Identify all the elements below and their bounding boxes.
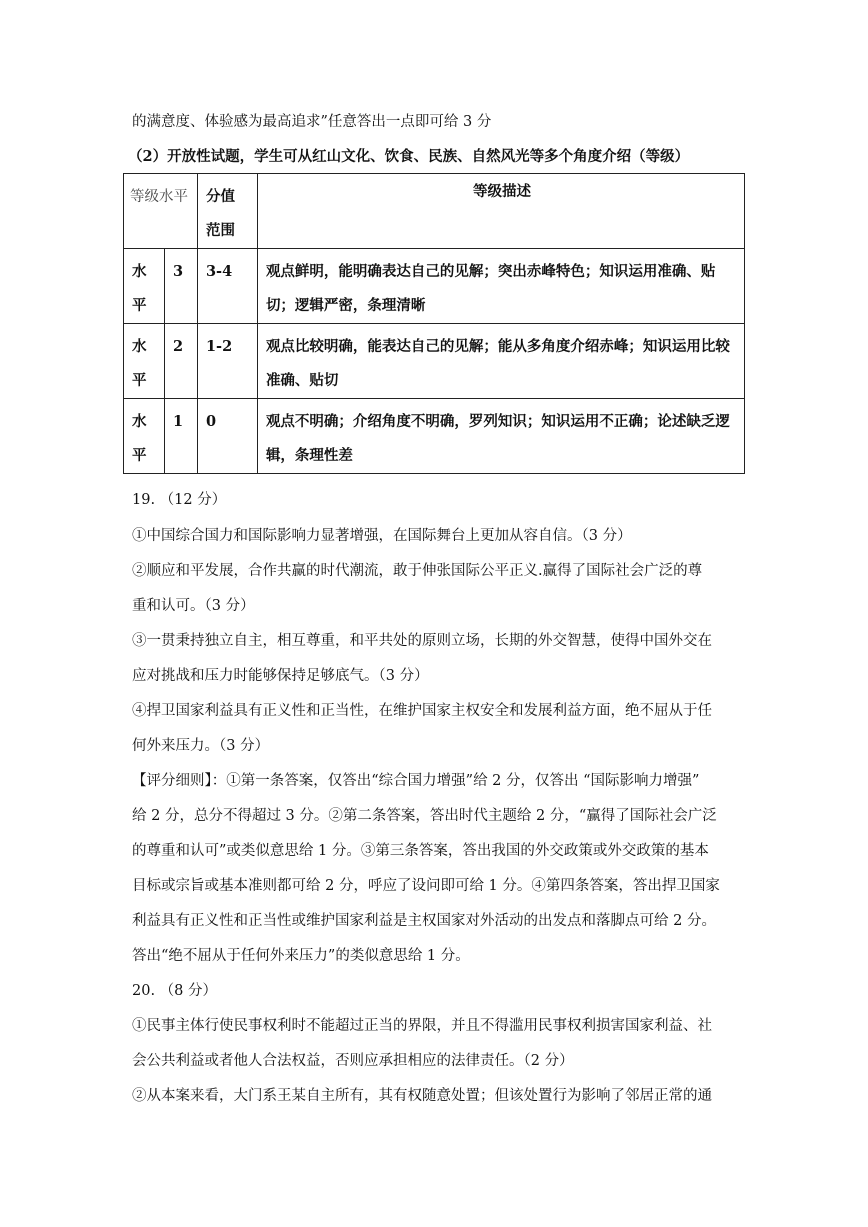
row-level-number: 3	[172, 263, 184, 280]
row-desc: 观点不明确；介绍角度不明确，罗列知识；知识运用不正确；论述缺乏逻辑，条理性差	[265, 413, 730, 464]
row-level-number: 2	[172, 338, 184, 355]
row-level-number: 1	[172, 413, 184, 430]
row-score: 1-2	[205, 338, 233, 355]
q19-point-3b: 应对挑战和压力时能够保持足够底气。（3 分）	[132, 668, 429, 684]
row-desc: 观点鲜明，能明确表达自己的见解；突出赤峰特色；知识运用准确、贴切；逻辑严密，条理清晰	[265, 263, 716, 314]
q19-point-2a: ②顺应和平发展，合作共赢的时代潮流，敢于伸张国际公平正义.赢得了国际社会广泛的尊	[132, 563, 703, 579]
q19-title: 19. （12 分）	[132, 492, 227, 508]
row-level-label: 水平	[132, 413, 147, 464]
row-score: 3-4	[205, 263, 233, 280]
q19-rule-4: 目标或宗旨或基本准则都可给 2 分，呼应了设问即可给 1 分。④第四条答案，答出捍卫国家	[132, 878, 720, 894]
intro-line-2: （2）开放性试题，学生可从红山文化、饮食、民族、自然风光等多个角度介绍（等级）	[128, 148, 690, 165]
q19-point-4b: 何外来压力。（3 分）	[132, 738, 270, 754]
q19-point-2b: 重和认可。（3 分）	[132, 598, 255, 614]
header-level: 等级水平	[130, 189, 188, 205]
grading-table	[123, 173, 745, 474]
row-score: 0	[205, 413, 217, 430]
q19-rule-6: 答出“绝不屈从于任何外来压力”的类似意思给 1 分。	[132, 948, 470, 964]
q19-rule-2: 给 2 分，总分不得超过 3 分。②第二条答案，答出时代主题给 2 分，“赢得了国际社会广泛	[132, 808, 717, 824]
q19-point-3a: ③一贯秉持独立自主，相互尊重，和平共处的原则立场，长期的外交智慧，使得中国外交在	[132, 633, 712, 649]
q19-rule-1: 【评分细则】：①第一条答案，仅答出“综合国力增强”给 2 分，仅答出 “国际影响力增强”	[132, 773, 700, 789]
header-desc: 等级描述	[472, 183, 531, 200]
q20-point-1a: ①民事主体行使民事权利时不能超过正当的界限，并且不得滥用民事权利损害国家利益、社	[132, 1018, 712, 1034]
intro-line-1: 的满意度、体验感为最高追求”任意答出一点即可给 3 分	[132, 114, 492, 130]
header-score: 分值范围	[205, 188, 235, 239]
table-header-row	[124, 174, 745, 249]
row-desc: 观点比较明确，能表达自己的见解；能从多角度介绍赤峰；知识运用比较准确、贴切	[265, 338, 730, 389]
row-level-label: 水平	[132, 263, 147, 314]
table-row	[124, 399, 745, 474]
q20-point-2a: ②从本案来看，大门系王某自主所有，其有权随意处置；但该处置行为影响了邻居正常的通	[132, 1088, 712, 1104]
table-row	[124, 324, 745, 399]
q19-rule-3: 的尊重和认可”或类似意思给 1 分。③第三条答案，答出我国的外交政策或外交政策的基本	[132, 843, 709, 859]
q19-point-1: ①中国综合国力和国际影响力显著增强，在国际舞台上更加从容自信。（3 分）	[132, 528, 632, 544]
q19-point-4a: ④捍卫国家利益具有正义性和正当性，在维护国家主权安全和发展利益方面，绝不屈从于任	[132, 703, 712, 719]
q20-point-1b: 会公共利益或者他人合法权益，否则应承担相应的法律责任。（2 分）	[132, 1053, 574, 1069]
q19-rule-5: 利益具有正义性和正当性或维护国家利益是主权国家对外活动的出发点和落脚点可给 2 分。	[132, 913, 716, 929]
row-level-label: 水平	[132, 338, 147, 389]
q20-title: 20. （8 分）	[132, 983, 218, 999]
table-row	[124, 249, 745, 324]
